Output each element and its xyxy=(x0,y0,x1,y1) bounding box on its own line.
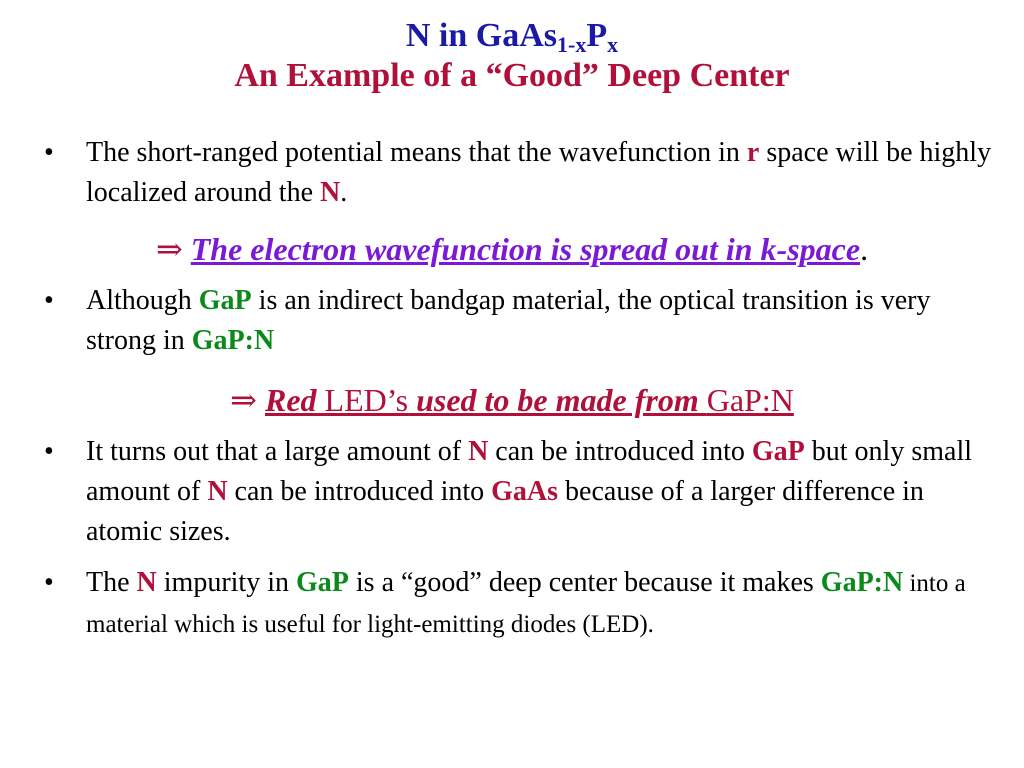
title-subscript-1: 1-x xyxy=(557,32,587,57)
keyword-gap: GaP xyxy=(198,285,252,316)
text-run: . xyxy=(340,177,348,208)
text-run: impurity in xyxy=(156,567,296,598)
bullet-dot: • xyxy=(44,436,54,467)
text-run: but only small amount of xyxy=(86,436,973,507)
text-run: space will be highly localized around the xyxy=(86,137,992,208)
text-run: Although xyxy=(86,285,199,316)
text-run: The short-ranged potential means that the wavefunction in xyxy=(86,137,747,168)
keyword-n: N xyxy=(468,436,489,467)
title-line-1 xyxy=(0,16,1024,56)
text-run: into a material which is useful for light-emitting diodes (LED). xyxy=(86,570,966,638)
implication-1-period: . xyxy=(860,231,869,267)
keyword-gap-n: GaP:N xyxy=(706,382,794,418)
text-run: is a “good” deep center because it makes xyxy=(348,567,821,598)
text-run: LED’s xyxy=(316,382,409,418)
keyword-gaas: GaAs xyxy=(491,476,559,507)
text-run: can be introduced into xyxy=(488,436,752,467)
title-main-text: N in GaAs xyxy=(405,17,558,54)
keyword-gap: GaP xyxy=(751,436,805,467)
implication-2 xyxy=(0,380,1024,420)
text-run: can be introduced into xyxy=(227,476,492,507)
slide-title xyxy=(0,16,1024,96)
bullet-2-text xyxy=(86,281,994,361)
title-line-2: An Example of a “Good” Deep Center xyxy=(234,57,790,94)
keyword-gap-n: GaP:N xyxy=(820,567,904,598)
text-run: The xyxy=(86,567,137,598)
bullet-3-text xyxy=(86,432,994,552)
keyword-n: N xyxy=(207,476,228,507)
keyword-gap: GaP xyxy=(296,567,349,598)
text-run: used to be made from xyxy=(408,382,707,418)
implies-arrow-icon: ⇒ xyxy=(230,382,257,418)
text-run: It turns out that a large amount of xyxy=(86,436,469,467)
bullet-1 xyxy=(44,133,994,213)
title-p-text: P xyxy=(586,17,608,54)
implication-1 xyxy=(0,229,1024,269)
bullet-4-text xyxy=(86,563,994,645)
bullet-3 xyxy=(44,432,994,552)
keyword-n: N xyxy=(320,177,341,208)
bullet-dot: • xyxy=(44,285,54,316)
bullet-1-text xyxy=(86,133,994,213)
title-subscript-2: x xyxy=(607,32,619,57)
text-run: is an indirect bandgap material, the optical transition is very strong in xyxy=(86,285,931,356)
implies-arrow-icon: ⇒ xyxy=(155,231,183,267)
keyword-n: N xyxy=(136,567,157,598)
bullet-4 xyxy=(44,563,994,645)
bullet-dot: • xyxy=(44,137,54,168)
keyword-gap-n: GaP:N xyxy=(191,325,275,356)
keyword-r: r xyxy=(746,137,760,168)
bullet-2 xyxy=(44,281,994,361)
bullet-dot: • xyxy=(44,567,54,598)
text-run: Red xyxy=(264,382,317,418)
text-run: because of a larger difference in atomic sizes. xyxy=(86,476,924,547)
implication-1-text: The electron wavefunction is spread out in k-space xyxy=(190,231,861,267)
implication-2-text xyxy=(265,382,794,418)
